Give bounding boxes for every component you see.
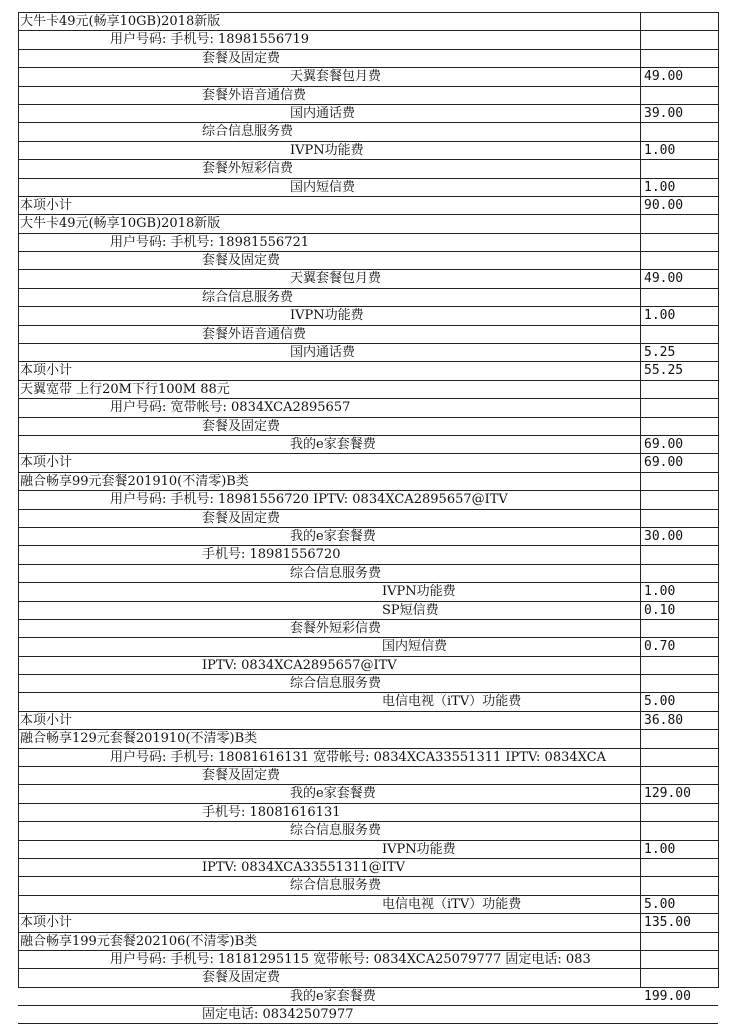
subtotal-label: 本项小计 (20, 915, 73, 931)
item-amount (640, 730, 718, 747)
item-amount (640, 215, 718, 232)
table-row (18, 362, 718, 380)
table-row (18, 105, 718, 123)
item-amount: 1.00 (644, 179, 676, 195)
table-row (18, 841, 718, 859)
subtotal-label: 本项小计 (20, 197, 73, 213)
item-description: IVPN功能费 (290, 142, 364, 158)
item-amount (640, 289, 718, 306)
table-row (18, 822, 718, 840)
table-row (18, 473, 718, 491)
item-description: 大牛卡49元(畅享10GB)2018新版 (20, 14, 221, 29)
table-row (18, 730, 718, 748)
item-amount (640, 565, 718, 582)
item-amount (640, 1006, 718, 1023)
item-amount: 30.00 (644, 528, 684, 544)
item-description: 用户号码: 手机号: 18081616131 宽带帐号: 0834XCA33551311 IPTV: 0834XCA (110, 749, 606, 765)
table-row (18, 565, 718, 583)
table-row (18, 215, 718, 233)
item-amount: 90.00 (644, 197, 684, 213)
item-amount: 0.70 (644, 639, 676, 655)
item-description: 天翼宽带 上行20M下行100M 88元 (20, 381, 230, 397)
item-amount (640, 675, 718, 692)
item-amount (640, 50, 718, 67)
item-amount: 1.00 (644, 584, 676, 600)
item-description: 套餐外短彩信费 (290, 620, 382, 636)
table-row (18, 896, 718, 914)
table-row (18, 252, 718, 270)
table-row (18, 50, 718, 68)
item-amount (640, 31, 718, 48)
table-row (18, 933, 718, 951)
item-amount (640, 749, 718, 766)
table-row (18, 270, 718, 288)
item-description: 综合信息服务费 (290, 676, 382, 692)
table-row (18, 859, 718, 877)
item-description: 用户号码: 宽带帐号: 0834XCA2895657 (110, 400, 351, 416)
item-amount (640, 252, 718, 269)
item-description: 套餐及固定费 (202, 253, 281, 269)
item-description: 电信电视（iTV）功能费 (382, 694, 522, 710)
item-amount (640, 123, 718, 140)
item-description: 用户号码: 手机号: 18981556721 (110, 234, 310, 250)
item-description: IPTV: 0834XCA2895657@ITV (202, 657, 397, 673)
subtotal-label: 本项小计 (20, 455, 73, 471)
item-description: 综合信息服务费 (202, 124, 294, 140)
subtotal-label: 本项小计 (20, 712, 73, 728)
table-row (18, 234, 718, 252)
table-row (18, 12, 718, 31)
table-row (18, 307, 718, 325)
item-description: 国内通话费 (290, 105, 356, 121)
item-amount: 0.10 (644, 602, 676, 618)
table-row (18, 197, 718, 215)
item-description: 套餐及固定费 (202, 768, 281, 784)
table-row (18, 657, 718, 675)
table-row (18, 1006, 718, 1024)
item-description: 用户号码: 手机号: 18981556719 (110, 32, 310, 48)
item-amount: 55.25 (644, 363, 684, 379)
item-description: 套餐及固定费 (202, 970, 281, 986)
item-amount (640, 473, 718, 490)
item-description: IVPN功能费 (382, 584, 456, 600)
item-amount: 69.00 (644, 436, 684, 452)
item-amount (640, 933, 718, 950)
item-description: 综合信息服务费 (290, 878, 382, 894)
item-amount (640, 510, 718, 527)
table-row (18, 546, 718, 564)
item-description: 综合信息服务费 (290, 823, 382, 839)
item-description: 套餐及固定费 (202, 50, 281, 66)
table-row (18, 785, 718, 803)
item-amount (640, 160, 718, 177)
table-row (18, 344, 718, 362)
table-row (18, 381, 718, 399)
item-description: 国内通话费 (290, 345, 356, 361)
item-amount: 49.00 (644, 271, 684, 287)
item-amount: 69.00 (644, 455, 684, 471)
table-row (18, 289, 718, 307)
table-row (18, 620, 718, 638)
item-description: 我的e家套餐费 (290, 528, 376, 544)
table-row (18, 877, 718, 895)
table-row (18, 693, 718, 711)
item-amount (640, 951, 718, 968)
item-amount (640, 859, 718, 876)
item-description: SP短信费 (382, 602, 439, 618)
item-description: 融合畅享199元套餐202106(不清零)B类 (20, 933, 258, 949)
table-row (18, 31, 718, 49)
item-amount (640, 546, 718, 563)
table-row (18, 988, 718, 1006)
item-description: 综合信息服务费 (202, 289, 294, 305)
item-amount (640, 822, 718, 839)
table-row (18, 804, 718, 822)
item-amount (640, 969, 718, 986)
table-row (18, 767, 718, 785)
item-amount: 36.80 (644, 712, 684, 728)
item-amount: 1.00 (644, 308, 676, 324)
item-amount: 5.00 (644, 694, 676, 710)
table-row (18, 123, 718, 141)
subtotal-label: 本项小计 (20, 363, 73, 379)
table-right-border (718, 12, 719, 988)
table-row (18, 749, 718, 767)
table-row (18, 491, 718, 509)
table-row (18, 583, 718, 601)
item-amount: 49.00 (644, 69, 684, 85)
item-description: IVPN功能费 (290, 308, 364, 324)
table-row (18, 712, 718, 730)
item-description: 天翼套餐包月费 (290, 271, 382, 287)
item-description: 套餐外语音通信费 (202, 87, 307, 103)
table-row (18, 454, 718, 472)
item-amount (640, 381, 718, 398)
item-amount (640, 234, 718, 251)
column-divider (640, 12, 641, 988)
table-row (18, 969, 718, 987)
item-amount: 129.00 (644, 786, 691, 802)
item-description: 固定电话: 08342507977 (202, 1007, 354, 1023)
item-description: 我的e家套餐费 (290, 436, 376, 452)
table-row (18, 510, 718, 528)
item-amount (640, 326, 718, 343)
table-row (18, 675, 718, 693)
item-amount: 1.00 (644, 841, 676, 857)
item-amount (640, 657, 718, 674)
item-description: 我的e家套餐费 (290, 988, 376, 1004)
item-description: IVPN功能费 (382, 841, 456, 857)
item-amount: 5.25 (644, 345, 676, 361)
item-amount (640, 399, 718, 416)
item-amount (640, 804, 718, 821)
item-description: 大牛卡49元(畅享10GB)2018新版 (20, 216, 221, 232)
table-row (18, 436, 718, 454)
table-row (18, 68, 718, 86)
item-description: 套餐及固定费 (202, 510, 281, 526)
bill-detail-table (18, 12, 718, 1024)
table-row (18, 87, 718, 105)
table-row (18, 399, 718, 417)
item-amount (640, 13, 718, 30)
table-row (18, 179, 718, 197)
item-amount (640, 491, 718, 508)
table-row (18, 914, 718, 932)
table-left-border (18, 12, 19, 988)
table-row (18, 951, 718, 969)
item-amount: 1.00 (644, 142, 676, 158)
table-row (18, 326, 718, 344)
item-description: 融合畅享99元套餐201910(不清零)B类 (20, 473, 249, 489)
item-description: 套餐外短彩信费 (202, 161, 294, 177)
item-description: 用户号码: 手机号: 18181295115 宽带帐号: 0834XCA25079777 固定电话: 083 (110, 951, 591, 967)
item-amount (640, 418, 718, 435)
item-amount: 5.00 (644, 896, 676, 912)
item-description: 国内短信费 (382, 639, 448, 655)
item-amount: 39.00 (644, 105, 684, 121)
item-amount (640, 877, 718, 894)
item-description: 融合畅享129元套餐201910(不清零)B类 (20, 731, 258, 747)
item-amount (640, 87, 718, 104)
item-description: 我的e家套餐费 (290, 786, 376, 802)
item-description: 用户号码: 手机号: 18981556720 IPTV: 0834XCA2895657@ITV (110, 492, 508, 508)
item-amount (640, 620, 718, 637)
item-description: 综合信息服务费 (290, 565, 382, 581)
table-row (18, 160, 718, 178)
item-description: 套餐外语音通信费 (202, 326, 307, 342)
item-description: 手机号: 18981556720 (202, 547, 341, 563)
table-row (18, 418, 718, 436)
item-description: 天翼套餐包月费 (290, 69, 382, 85)
table-row (18, 638, 718, 656)
table-row (18, 602, 718, 620)
item-amount: 135.00 (644, 915, 691, 931)
item-description: 国内短信费 (290, 179, 356, 195)
item-amount: 199.00 (644, 988, 691, 1004)
item-description: IPTV: 0834XCA33551311@ITV (202, 859, 405, 875)
item-description: 手机号: 18081616131 (202, 804, 341, 820)
item-amount (640, 767, 718, 784)
item-description: 电信电视（iTV）功能费 (382, 896, 522, 912)
item-description: 套餐及固定费 (202, 418, 281, 434)
table-row (18, 528, 718, 546)
table-row (18, 142, 718, 160)
